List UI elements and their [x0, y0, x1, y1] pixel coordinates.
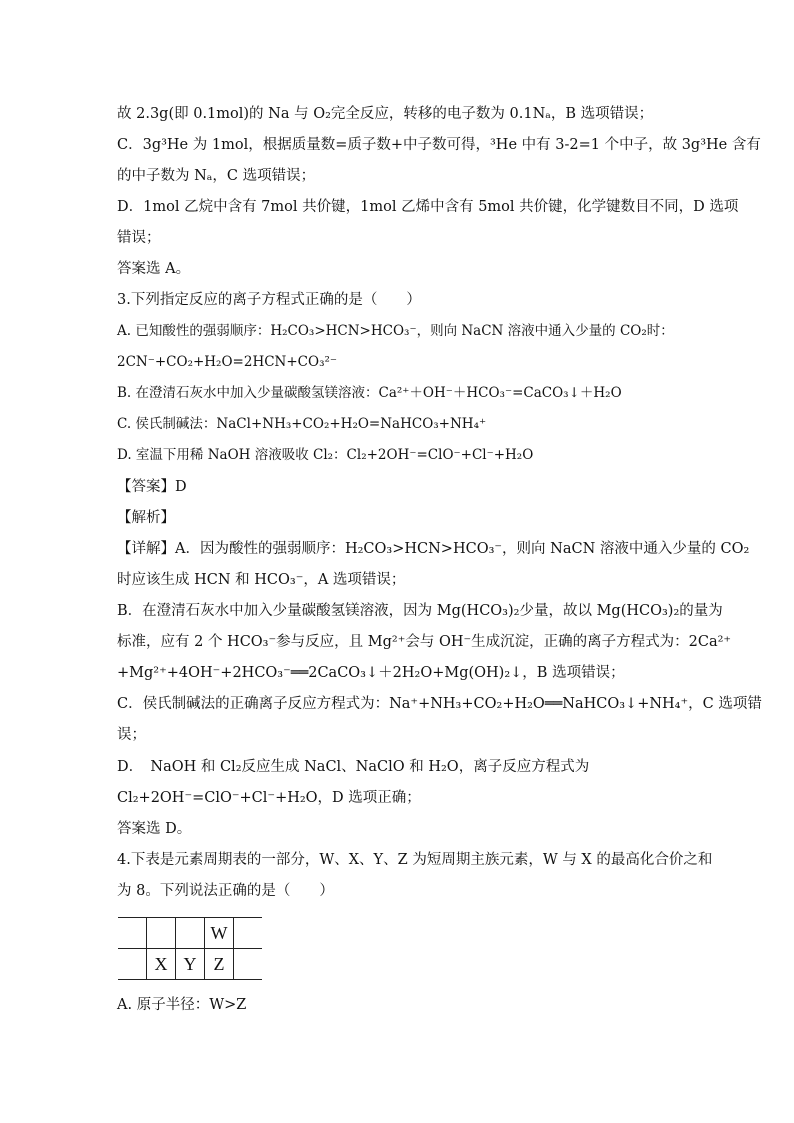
text-line: Cl₂+2OH⁻=ClO⁻+Cl⁻+H₂O，D 选项正确；	[117, 790, 421, 806]
text-line: C．侯氏制碱法的正确离子反应方程式为：Na⁺+NH₃+CO₂+H₂O══NaHCO₃↓+NH₄⁺，C 选项错	[117, 696, 762, 712]
question-4-stem: 4.下表是元素周期表的一部分，W、X、Y、Z 为短周期主族元素，W 与 X 的最高化合价之和	[117, 852, 713, 868]
text-line: 错误；	[117, 230, 161, 246]
table-cell: Y	[176, 949, 205, 980]
text-line: +Mg²⁺+4OH⁻+2HCO₃⁻══2CaCO₃↓＋2H₂O+Mg(OH)₂↓，B 选项错误；	[117, 665, 625, 681]
periodic-table-fragment	[118, 917, 262, 980]
text-line: 答案选 A。	[117, 261, 191, 277]
table-cell	[147, 918, 176, 949]
analysis-label: 【解析】	[117, 510, 175, 526]
question-4-stem-cont: 为 8。下列说法正确的是（ ）	[117, 883, 334, 899]
table-row	[118, 918, 262, 949]
table-cell	[118, 918, 147, 949]
question-3-stem: 3.下列指定反应的离子方程式正确的是（ ）	[117, 292, 421, 308]
text-line: 故 2.3g(即 0.1mol)的 Na 与 O₂完全反应，转移的电子数为 0.1Nₐ，B 选项错误；	[117, 106, 654, 122]
option-d: D. 室温下用稀 NaOH 溶液吸收 Cl₂：Cl₂+2OH⁻=ClO⁻+Cl⁻+H₂O	[117, 447, 534, 463]
answer-label: 【答案】D	[117, 479, 187, 495]
text-line: 标准，应有 2 个 HCO₃⁻参与反应，且 Mg²⁺会与 OH⁻生成沉淀，正确的离子方程式为：2Ca²⁺	[117, 634, 732, 650]
option-a: A. 原子半径：W>Z	[117, 997, 247, 1013]
text-line: 【详解】A．因为酸性的强弱顺序：H₂CO₃>HCN>HCO₃⁻，则向 NaCN 溶液中通入少量的 CO₂	[117, 541, 750, 557]
option-c: C. 侯氏制碱法：NaCl+NH₃+CO₂+H₂O=NaHCO₃+NH₄⁺	[117, 416, 487, 432]
option-a-equation: 2CN⁻+CO₂+H₂O=2HCN+CO₃²⁻	[117, 354, 338, 370]
text-line: 的中子数为 Nₐ，C 选项错误；	[117, 168, 316, 184]
option-b: B. 在澄清石灰水中加入少量碳酸氢镁溶液：Ca²⁺＋OH⁻＋HCO₃⁻=CaCO₃↓＋H₂O	[117, 385, 622, 401]
table-cell: Z	[205, 949, 234, 980]
text-line: 误；	[117, 727, 146, 743]
table-cell: W	[205, 918, 234, 949]
text-line: D． NaOH 和 Cl₂反应生成 NaCl、NaClO 和 H₂O，离子反应方程式为	[117, 759, 590, 775]
table-cell: X	[147, 949, 176, 980]
text-line: 答案选 D。	[117, 821, 192, 837]
table-cell	[118, 949, 147, 980]
table-row	[118, 949, 262, 980]
option-a: A. 已知酸性的强弱顺序：H₂CO₃>HCN>HCO₃⁻，则向 NaCN 溶液中通入少量的 CO₂时：	[117, 323, 674, 339]
text-line: D．1mol 乙烷中含有 7mol 共价键，1mol 乙烯中含有 5mol 共价键，化学键数目不同，D 选项	[117, 199, 739, 215]
table-cell	[176, 918, 205, 949]
table-cell	[234, 918, 263, 949]
text-line: B．在澄清石灰水中加入少量碳酸氢镁溶液，因为 Mg(HCO₃)₂少量，故以 Mg(HCO₃)₂的量为	[117, 603, 723, 619]
text-line: C．3g³He 为 1mol，根据质量数=质子数+中子数可得，³He 中有 3-2=1 个中子，故 3g³He 含有	[117, 137, 761, 153]
table-cell	[234, 949, 263, 980]
text-line: 时应该生成 HCN 和 HCO₃⁻，A 选项错误；	[117, 572, 406, 588]
